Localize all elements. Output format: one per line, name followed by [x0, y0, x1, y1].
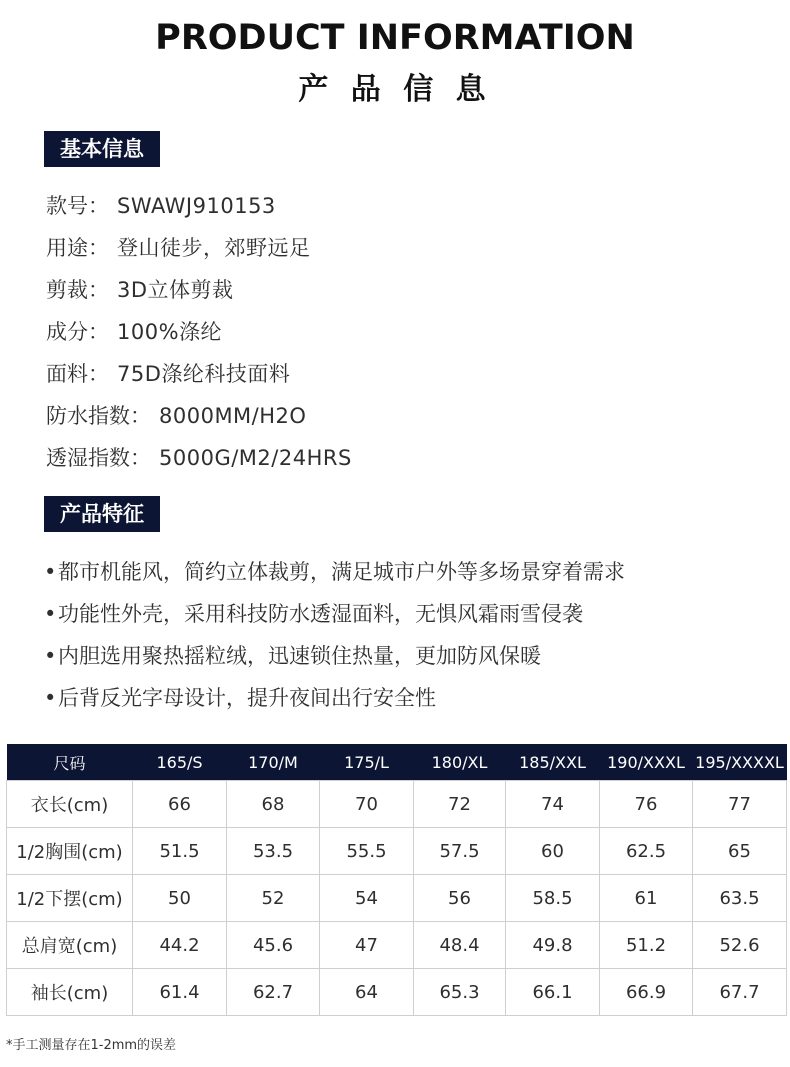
feature-item — [44, 640, 541, 670]
table-row — [7, 922, 787, 969]
table-cell: 58.5 — [506, 875, 600, 922]
table-cell: 65 — [693, 828, 787, 875]
table-cell: 67.7 — [693, 969, 787, 1016]
row-label: 袖长(cm) — [7, 969, 133, 1016]
info-value: 75D涤纶科技面料 — [117, 362, 291, 386]
info-line-usage — [46, 232, 311, 262]
table-cell: 49.8 — [506, 922, 600, 969]
table-cell: 51.5 — [133, 828, 227, 875]
table-row — [7, 828, 787, 875]
header-cell: 175/L — [320, 744, 414, 781]
info-value: 登山徒步，郊野远足 — [117, 236, 311, 260]
table-cell: 54 — [320, 875, 414, 922]
table-cell: 70 — [320, 781, 414, 828]
row-label: 1/2下摆(cm) — [7, 875, 133, 922]
size-table-header-row — [7, 744, 787, 781]
table-cell: 74 — [506, 781, 600, 828]
info-key: 款号： — [46, 194, 109, 218]
size-table — [6, 744, 787, 1016]
table-row — [7, 781, 787, 828]
header-cell: 170/M — [227, 744, 320, 781]
page-title-en: PRODUCT INFORMATION — [155, 18, 635, 58]
info-key: 用途： — [46, 236, 109, 260]
header-cell: 195/XXXXL — [693, 744, 787, 781]
info-line-waterproof-index — [46, 400, 306, 430]
row-label: 总肩宽(cm) — [7, 922, 133, 969]
info-line-composition — [46, 316, 222, 346]
table-cell: 77 — [693, 781, 787, 828]
table-cell: 45.6 — [227, 922, 320, 969]
table-cell: 76 — [600, 781, 693, 828]
table-cell: 64 — [320, 969, 414, 1016]
header-cell: 185/XXL — [506, 744, 600, 781]
info-key: 透湿指数： — [46, 446, 151, 470]
feature-item — [44, 598, 583, 628]
info-key: 面料： — [46, 362, 109, 386]
info-line-style-number — [46, 190, 276, 220]
feature-text: 功能性外壳，采用科技防水透湿面料，无惧风霜雨雪侵袭 — [58, 602, 583, 626]
page-title-cn: 产 品 信 息 — [298, 72, 492, 107]
section-label-basic-info: 基本信息 — [44, 131, 160, 167]
row-label: 衣长(cm) — [7, 781, 133, 828]
row-label: 1/2胸围(cm) — [7, 828, 133, 875]
section-label-features: 产品特征 — [44, 496, 160, 532]
table-cell: 62.7 — [227, 969, 320, 1016]
table-cell: 55.5 — [320, 828, 414, 875]
table-cell: 57.5 — [414, 828, 506, 875]
feature-text: 内胆选用聚热摇粒绒，迅速锁住热量，更加防风保暖 — [58, 644, 541, 668]
table-cell: 48.4 — [414, 922, 506, 969]
bullet-icon: • — [44, 560, 57, 584]
table-cell: 44.2 — [133, 922, 227, 969]
table-cell: 52 — [227, 875, 320, 922]
table-cell: 66.1 — [506, 969, 600, 1016]
feature-item — [44, 682, 436, 712]
bullet-icon: • — [44, 644, 57, 668]
feature-item — [44, 556, 625, 586]
table-cell: 53.5 — [227, 828, 320, 875]
table-cell: 52.6 — [693, 922, 787, 969]
info-key: 成分： — [46, 320, 109, 344]
info-key: 剪裁： — [46, 278, 109, 302]
feature-text: 后背反光字母设计，提升夜间出行安全性 — [58, 686, 436, 710]
bullet-icon: • — [44, 686, 57, 710]
feature-text: 都市机能风，简约立体裁剪，满足城市户外等多场景穿着需求 — [58, 560, 625, 584]
table-row — [7, 969, 787, 1016]
header-cell: 190/XXXL — [600, 744, 693, 781]
table-cell: 61.4 — [133, 969, 227, 1016]
table-cell: 60 — [506, 828, 600, 875]
info-value: SWAWJ910153 — [117, 194, 276, 218]
info-line-cut — [46, 274, 234, 304]
measurement-note: *手工测量存在1-2mm的误差 — [6, 1038, 177, 1053]
table-cell: 66.9 — [600, 969, 693, 1016]
table-row — [7, 875, 787, 922]
table-cell: 63.5 — [693, 875, 787, 922]
table-cell: 72 — [414, 781, 506, 828]
header-cell: 180/XL — [414, 744, 506, 781]
table-cell: 56 — [414, 875, 506, 922]
table-cell: 66 — [133, 781, 227, 828]
info-key: 防水指数： — [46, 404, 151, 428]
info-value: 8000MM/H2O — [159, 404, 307, 428]
table-cell: 50 — [133, 875, 227, 922]
table-cell: 51.2 — [600, 922, 693, 969]
table-cell: 61 — [600, 875, 693, 922]
table-cell: 68 — [227, 781, 320, 828]
table-cell: 47 — [320, 922, 414, 969]
info-value: 100%涤纶 — [117, 320, 223, 344]
bullet-icon: • — [44, 602, 57, 626]
info-value: 5000G/M2/24HRS — [159, 446, 352, 470]
table-cell: 62.5 — [600, 828, 693, 875]
header-cell-size: 尺码 — [7, 744, 133, 781]
header-cell: 165/S — [133, 744, 227, 781]
info-line-breathability-index — [46, 442, 352, 472]
info-value: 3D立体剪裁 — [117, 278, 234, 302]
table-cell: 65.3 — [414, 969, 506, 1016]
info-line-fabric — [46, 358, 290, 388]
